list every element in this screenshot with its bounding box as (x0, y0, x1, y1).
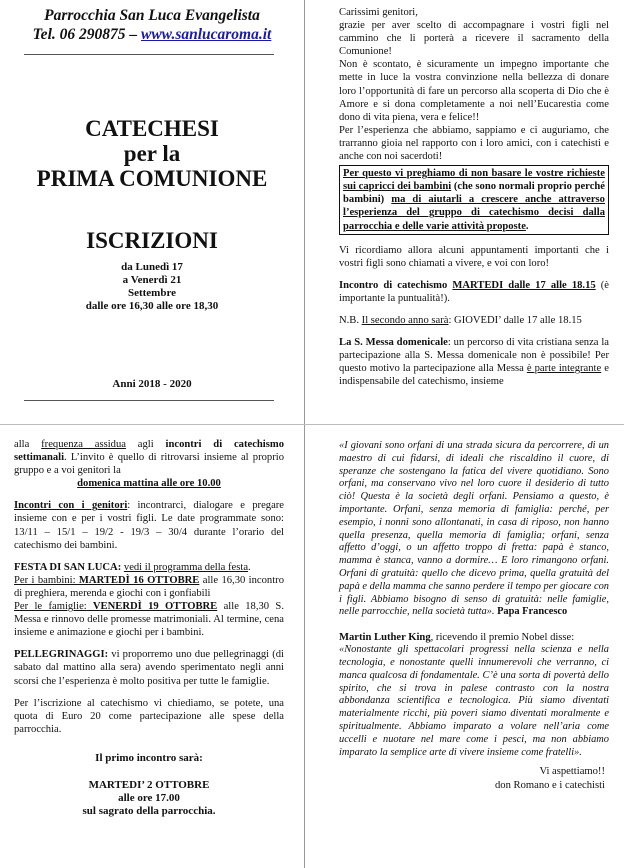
children-label: Per i bambini: (14, 574, 76, 586)
pope-quote-author: Papa Francesco (497, 606, 568, 618)
cover-title-block (24, 116, 280, 191)
schedule-time: MARTEDI dalle 17 alle 18.15 (452, 279, 596, 291)
phone-number: Tel. 06 290875 – (32, 26, 141, 43)
first-meeting-time: alle ore 17.00 (118, 791, 180, 804)
families-date: VENERDÌ 19 OTTOBRE (86, 601, 218, 613)
signature: don Romano e i catechisti (494, 779, 605, 791)
festa-heading (14, 561, 284, 574)
p1-a: alla (14, 439, 42, 450)
sunday-mass-time-text: domenica mattina alle ore 10.00 (77, 478, 221, 490)
years-label: Anni 2018 - 2020 (112, 378, 192, 390)
letter-paragraph-2: Non è scontato, è sicuramente un impegno importante che mette in luce la vostra convinzione nella bellezza di donare loro l’opportunità di fare un percorso alla scoperta di Dio che è Amore e si dona completamente a noi nell’Eucarestia come dono di vita piena, vera e felice!! (339, 59, 609, 123)
families-text: alle 18,30 S. Messa e rinnovo delle promesse matrimoniali. Al termine, cena insieme e animazione e giochi per i bambini. (14, 601, 284, 639)
p1-c: . L’invito è quello di ritrovarsi insieme al proprio gruppo e a voi genitori la (14, 452, 284, 477)
weekly-meetings (14, 438, 284, 477)
letter-paragraph-1: grazie per aver scelto di accompagnare i vostri figli nel cammino che li porterà a ricevere il sacramento della Comunione! (339, 20, 609, 58)
title-line-1: CATECHESI (85, 116, 219, 141)
center-divider (304, 0, 305, 868)
greeting: Carissimi genitori, (339, 7, 418, 18)
second-year-label: Il secondo anno sarà (361, 314, 449, 326)
first-meeting-label: Il primo incontro sarà: (95, 751, 203, 764)
title-line-2: per la (123, 141, 181, 166)
pilgrimages-label: PELLEGRINAGGI: (14, 649, 109, 661)
parents-meetings-text: : incontrarci, dialogare e pregare insieme con e per i vostri figli. Le date programmate sono: 13/11 – 15/1 – 19/2 - 19/3 – 30/4 durante l’orario del catechismo dei bambini. (14, 500, 284, 551)
festa-program-link[interactable]: vedi il programma della festa (123, 561, 249, 573)
schedule-note: (è importante la puntualità!). (339, 279, 609, 304)
box-text-2: (che sono normali proprio perché bambini) (343, 181, 605, 206)
second-year-time: : GIOVEDI’ dalle 17 alle 18.15 (448, 314, 582, 326)
box-text-1: Per questo vi preghiamo di non basare le vostre richieste sui capricci dei bambini (343, 168, 605, 193)
page4-quotes (339, 440, 609, 792)
dates-line-1: da Lunedì 17 (121, 261, 183, 273)
pilgrimages (14, 648, 284, 687)
mlk-intro (339, 631, 609, 644)
dates-line-3: Settembre (127, 287, 177, 299)
weekly-meetings-label: incontri di catechismo settimanali (14, 439, 284, 464)
registration-fee: Per l’iscrizione al catechismo vi chiediamo, se potete, una quota di Euro 20 come partecipazione alle spese della parrocchia. (14, 697, 284, 735)
pope-quote (339, 440, 609, 619)
nb-label: N.B. (339, 314, 362, 326)
mlk-quote: «Nonostante gli spettacolari progressi nella scienza e nella tecnologia, e nonostante quelli innumerevoli che verranno, ci manca qualcosa di fondamentale. C’è una sorta di povertà dello spirito, che si trova in palese contrasto con la nostra abbondanza scientifica e tecnologica. Più siamo diventati materialmente ricchi, più poveri siamo diventati moralmente e spiritualmente. Abbiamo imparato a volare nell’aria come uccelli e nuotare nel mare come i pesci, ma non abbiamo imparato la semplice arte di vivere insieme come fratelli». (339, 644, 609, 758)
festa-label: FESTA DI SAN LUCA: (14, 561, 124, 573)
box-text-4: . (525, 220, 529, 232)
letter-paragraph-4: Vi ricordiamo allora alcuni appuntamenti importanti che i vostri figli sono chiamati a vivere, e voi con loro! (339, 244, 609, 269)
attendance-emphasis: frequenza assidua (41, 439, 126, 450)
closing-line: Vi aspettiamo!! (539, 766, 605, 778)
sunday-mass-time (14, 477, 284, 490)
festa-children (14, 574, 284, 600)
families-label: Per le famiglie: (14, 601, 87, 613)
sheet-divider (0, 424, 624, 425)
festa-dot: . (248, 561, 251, 573)
schedule-label: Incontro di catechismo (339, 279, 453, 291)
parents-meetings-label: Incontri con i genitori (14, 500, 128, 512)
dates-line-2: a Venerdì 21 (122, 274, 182, 286)
highlight-box (339, 165, 609, 234)
mass-text-end: e indispensabile del catechismo, insieme (339, 363, 609, 388)
box-text-3: ma di aiutarli a crescere anche attraverso l’esperienza del gruppo di catechismo decisi dalla parrocchia e delle varie attività proposte (343, 194, 605, 232)
p1-b: agli (125, 439, 166, 450)
pope-quote-text: «I giovani sono orfani di una strada sicura da percorrere, di un maestro di cui fidarsi, di ideali che riscaldino il cuore, di speranze che sostengano la fatica del vivere quotidiano. Sono orfani, ma conservano vivo nel loro cuore il desiderio di tutto ciò! Questa è la società degli orfani. Pensiamo a questo, è importante. Orfani, senza memoria di famiglia: perché, per esempio, i nonni sono allontanati, in casa di riposo, non hanno quella presenza, quella memoria di famiglia; orfani, senza affetto d’oggi, o un affetto troppo di fretta: papà è stanco, mamma è stanca, vanno a dormire… E loro rimangono orfani. Orfani di gratuità: quello che dicevo prima, quella gratuità del papà e della mamma che sanno perdere il tempo per giocare con i figli. Abbiamo bisogno di senso di gratuità: nelle famiglie, nelle parrocchie, nella società tutta». (339, 440, 609, 618)
title-line-3: PRIMA COMUNIONE (36, 166, 268, 191)
page1-cover (20, 6, 284, 416)
website-link[interactable]: www.sanlucaroma.it (141, 26, 272, 43)
catechism-schedule (339, 279, 609, 305)
mass-paragraph (339, 336, 609, 388)
children-date: MARTEDÌ 16 OTTOBRE (75, 574, 200, 586)
dates-line-4: dalle ore 16,30 alle ore 18,30 (85, 300, 219, 312)
mass-emphasis: è parte integrante (526, 363, 602, 375)
iscrizioni-block (24, 228, 280, 313)
parents-meetings (14, 499, 284, 551)
page2-letter (339, 6, 609, 388)
header-divider (24, 54, 274, 55)
mass-label: La S. Messa domenicale (339, 337, 448, 349)
parish-name: Parrocchia San Luca Evangelista (44, 7, 260, 24)
festa-families (14, 600, 284, 639)
parish-contact (20, 25, 284, 44)
first-meeting-place: sul sagrato della parrocchia. (82, 804, 216, 817)
children-text: alle 16,30 incontro di preghiera, merenda e giochi con i gonfiabili (14, 574, 284, 599)
mlk-intro-text: , ricevendo il premio Nobel disse: (430, 632, 575, 644)
second-year-note (339, 314, 609, 327)
mlk-name: Martin Luther King (339, 632, 431, 644)
first-meeting-date: MARTEDI’ 2 OTTOBRE (88, 778, 210, 791)
letter-paragraph-3: Per l’esperienza che abbiamo, sappiamo e ci auguriamo, che trarranno gioia nel rapporto con i loro amici, con i catechisti e anche con noi sacerdoti! (339, 124, 609, 163)
page3-program (14, 438, 284, 818)
footer-divider (24, 400, 274, 401)
mass-text: : un percorso di vita cristiana senza la partecipazione alla S. Messa domenicale non è possibile! Per questo motivo la partecipazione alla Messa (339, 337, 609, 375)
iscrizioni-heading: ISCRIZIONI (86, 228, 218, 253)
pilgrimages-text: vi proporremo uno due pellegrinaggi (di sabato dal mattino alla sera) avendo sperimentato negli anni scorsi che l’esperienza è molto positiva per tutte le famiglie. (14, 649, 284, 687)
